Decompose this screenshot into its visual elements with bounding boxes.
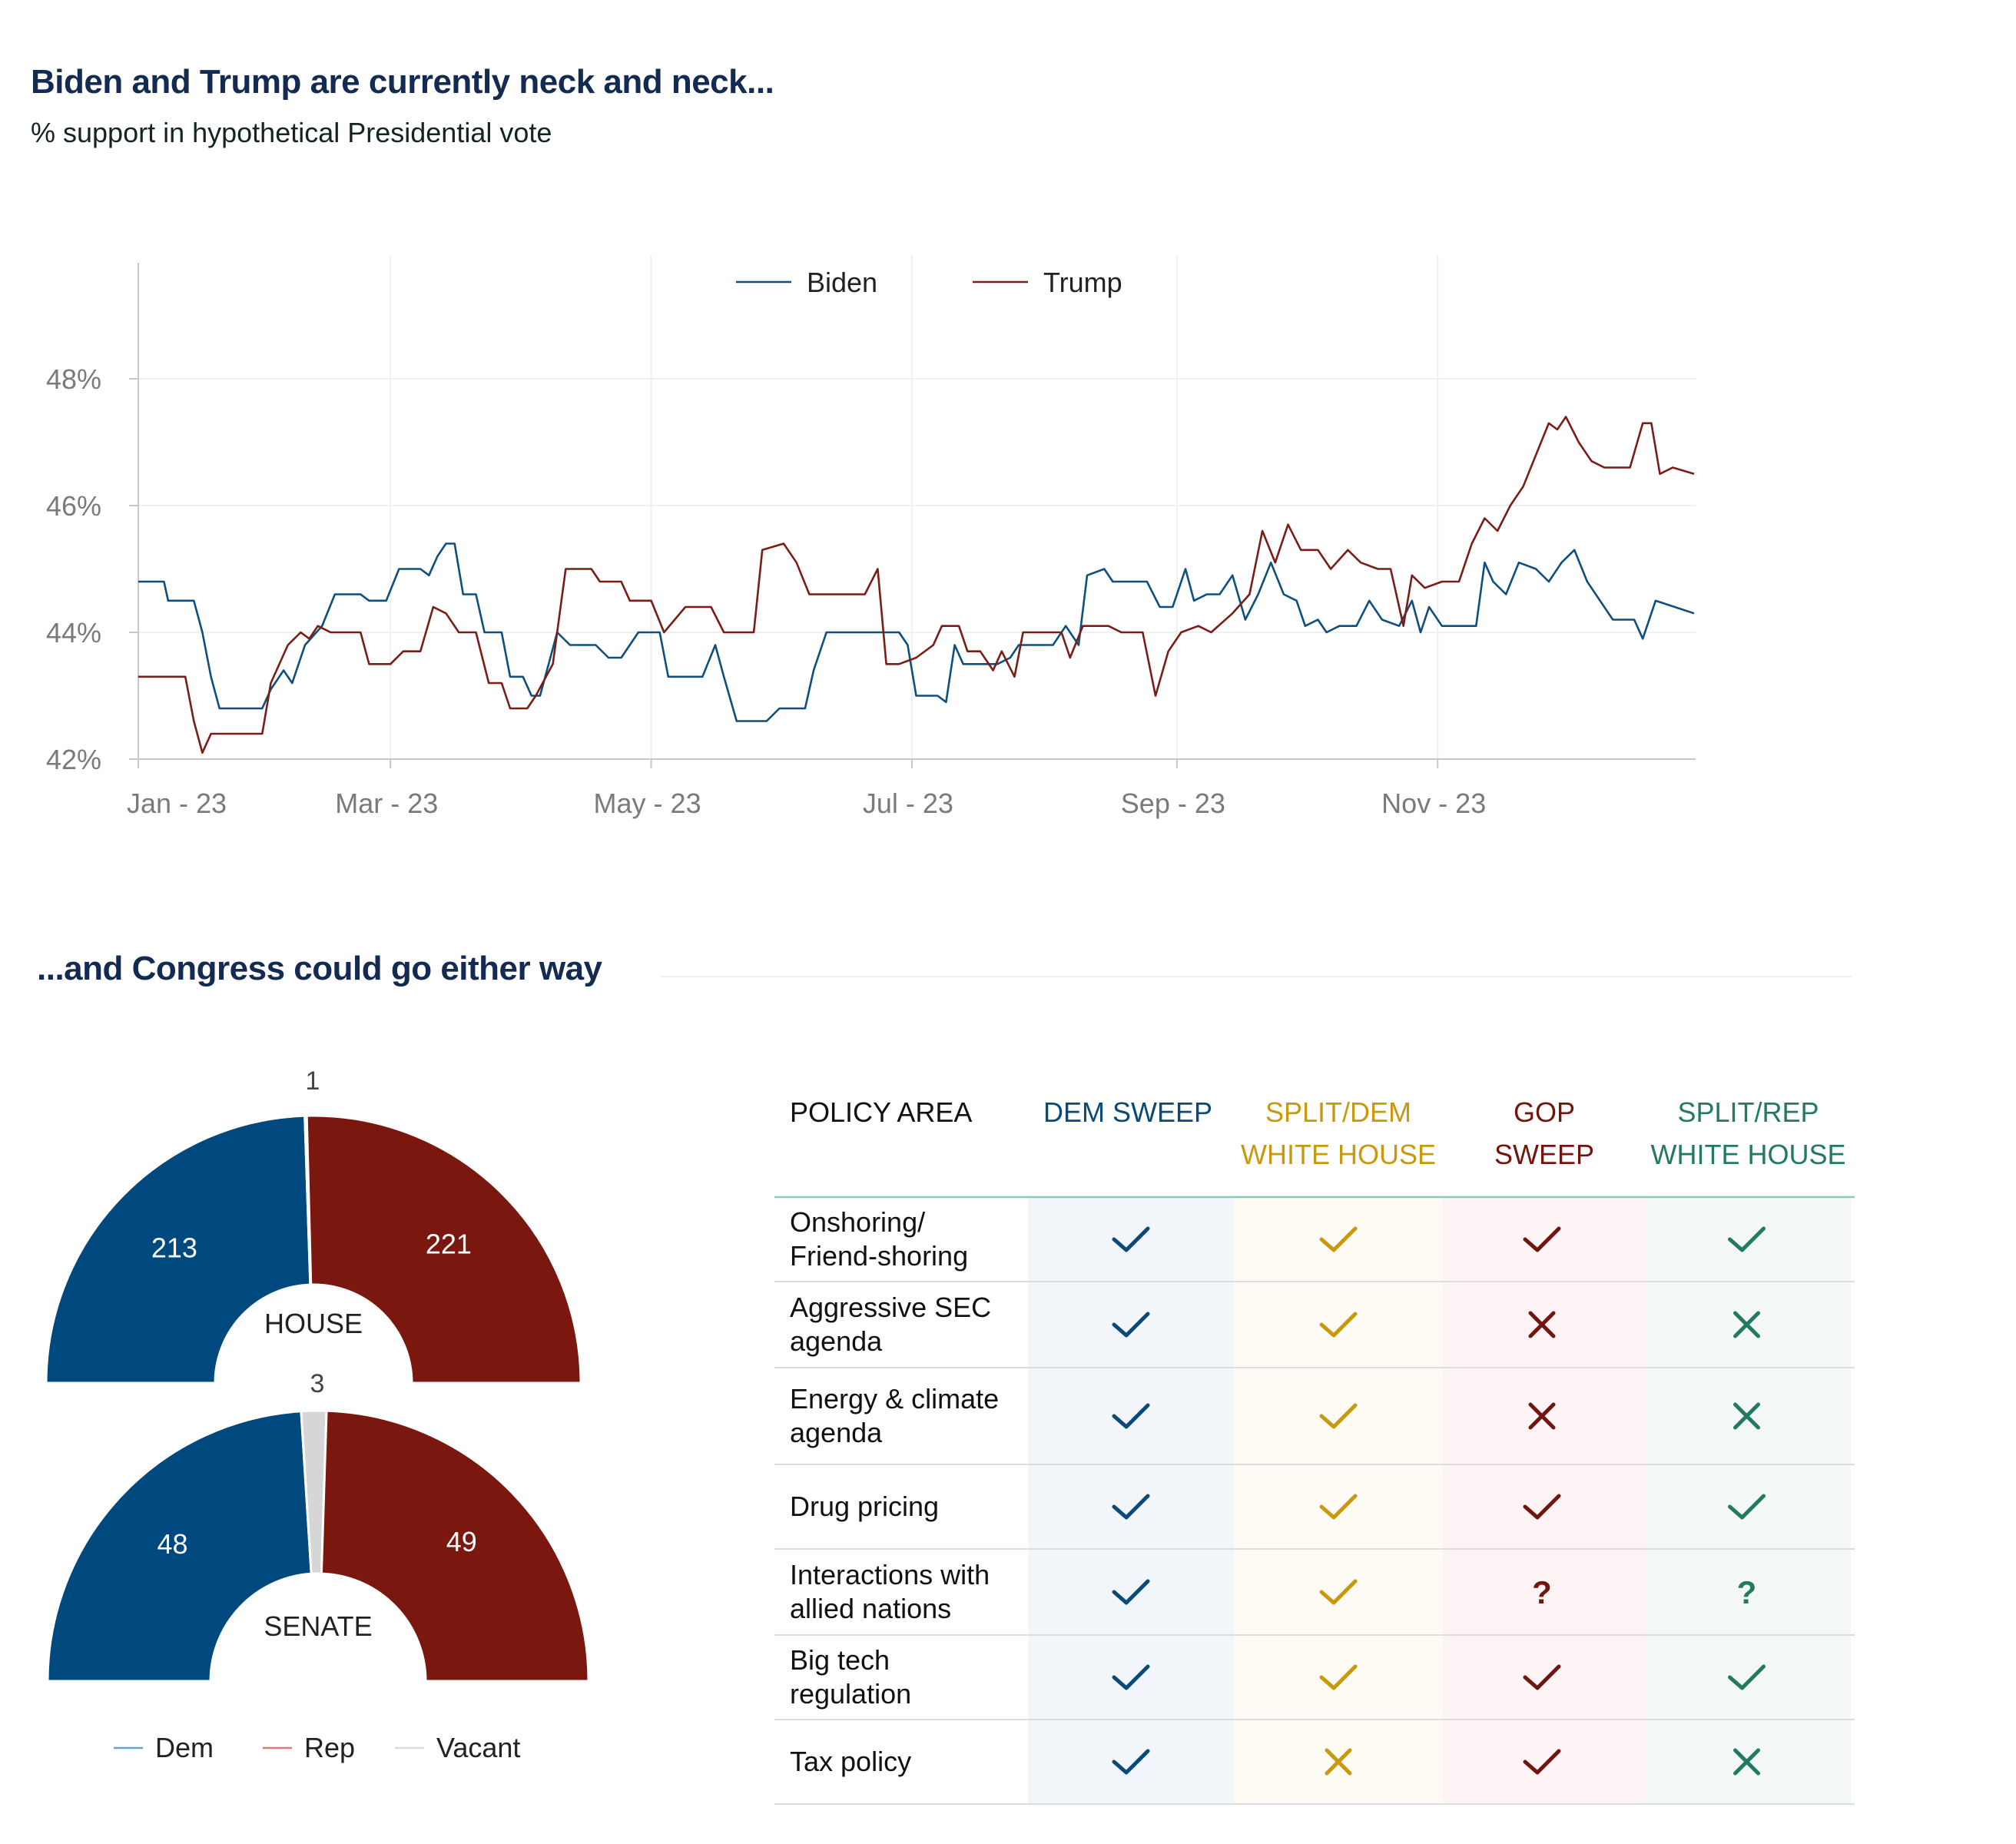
x-tick-label: Jan - 23 (127, 788, 227, 819)
column-header: WHITE HOUSE (1650, 1139, 1846, 1170)
policy-scenario-table (771, 1060, 1862, 1829)
x-tick-label: Sep - 23 (1120, 788, 1225, 819)
column-header: DEM SWEEP (1043, 1096, 1213, 1128)
house-rep-value: 221 (425, 1228, 472, 1260)
x-tick-label: Nov - 23 (1381, 788, 1487, 819)
column-header: SPLIT/REP (1677, 1096, 1819, 1128)
congress-title: ...and Congress could go either way (37, 950, 602, 987)
series-line-trump (138, 417, 1694, 753)
y-tick-label: 48% (45, 363, 101, 395)
x-tick-label: Jul - 23 (862, 788, 953, 819)
question-icon: ? (1736, 1574, 1757, 1610)
column-background (1028, 1197, 1234, 1804)
policy-row-label: regulation (790, 1678, 912, 1710)
policy-row-label: agenda (790, 1325, 883, 1357)
policy-row-label: Drug pricing (790, 1491, 940, 1522)
y-tick-label: 42% (45, 744, 101, 775)
y-tick-label: 44% (45, 617, 101, 648)
gauge-legend-label-rep: Rep (304, 1732, 356, 1763)
senate-vacant-value: 3 (310, 1369, 325, 1398)
legend-label-biden: Biden (807, 267, 878, 298)
chart-title: Biden and Trump are currently neck and neck... (31, 63, 774, 101)
congress-gauges (0, 1060, 615, 1783)
policy-row-label: Big tech (790, 1644, 890, 1676)
legend-label-trump: Trump (1043, 267, 1122, 298)
policy-row-label: allied nations (790, 1593, 952, 1624)
x-tick-label: Mar - 23 (335, 788, 439, 819)
policy-row-label: Interactions with (790, 1559, 990, 1590)
policy-row-label: Energy & climate (790, 1383, 1000, 1415)
column-background (1234, 1197, 1443, 1804)
policy-area-header: POLICY AREA (790, 1096, 973, 1128)
y-tick-label: 46% (45, 490, 101, 522)
house-gauge (46, 1066, 581, 1383)
policy-row-label: Aggressive SEC (790, 1292, 992, 1323)
question-icon: ? (1532, 1574, 1552, 1610)
senate-rep-value: 49 (446, 1526, 477, 1558)
house-vacant-value: 1 (305, 1066, 320, 1096)
column-header: SWEEP (1494, 1139, 1595, 1170)
senate-dem-value: 48 (157, 1528, 188, 1560)
gauge-legend-label-vacant: Vacant (436, 1732, 521, 1763)
column-background (1646, 1197, 1851, 1804)
house-dem-value: 213 (151, 1232, 197, 1264)
section-divider (661, 976, 1852, 977)
column-background (1443, 1197, 1646, 1804)
senate-gauge (48, 1369, 589, 1681)
policy-row-label: agenda (790, 1417, 883, 1448)
policy-row-label: Tax policy (790, 1746, 912, 1777)
column-header: GOP (1513, 1096, 1576, 1128)
column-header: SPLIT/DEM (1265, 1096, 1412, 1128)
policy-row-label: Friend-shoring (790, 1240, 969, 1272)
column-header: WHITE HOUSE (1240, 1139, 1437, 1170)
gauge-legend-label-dem: Dem (155, 1732, 214, 1763)
house-center-label: HOUSE (264, 1308, 363, 1339)
chart-subtitle: % support in hypothetical Presidential vote (31, 117, 552, 148)
poll-line-chart (0, 230, 2016, 845)
policy-row-label: Onshoring/ (790, 1206, 926, 1238)
senate-center-label: SENATE (264, 1610, 373, 1642)
x-tick-label: May - 23 (593, 788, 701, 819)
